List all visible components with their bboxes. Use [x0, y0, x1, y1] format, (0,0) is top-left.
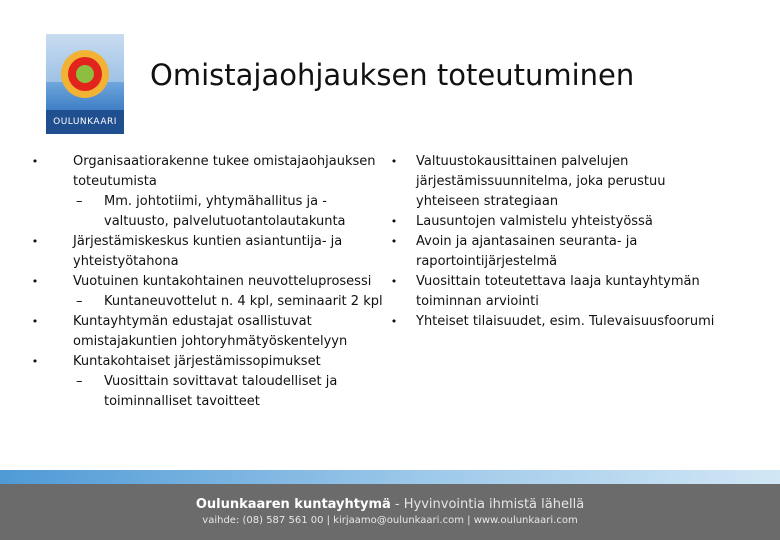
bullet-icon: •: [390, 275, 398, 288]
footer-title: [0, 497, 780, 512]
footer-stripe: [0, 470, 780, 484]
list-item-text: Avoin ja ajantasainen seuranta- ja raportointijärjestelmä: [416, 234, 638, 269]
dash-icon: –: [76, 374, 83, 389]
right-column: [387, 152, 732, 332]
bullet-icon: •: [390, 315, 398, 328]
footer-contact: vaihde: (08) 587 561 00 | kirjaamo@oulunkaari.com | www.oulunkaari.com: [202, 515, 578, 526]
bullet-icon: •: [390, 215, 398, 228]
bullet-icon: •: [31, 275, 39, 288]
footer-slogan: - Hyvinvointia ihmistä lähellä: [390, 497, 585, 512]
list-item-text: Yhteiset tilaisuudet, esim. Tulevaisuusfoorumi: [416, 314, 715, 329]
list-item: [387, 232, 732, 272]
list-item: [387, 312, 732, 332]
bullet-icon: •: [31, 155, 39, 168]
bullet-icon: •: [31, 315, 39, 328]
bullet-icon: •: [31, 355, 39, 368]
list-item-text: Vuotuinen kuntakohtainen neuvotteluprosessi: [73, 274, 372, 289]
list-item-text: Valtuustokausittainen palvelujen järjestämissuunnitelma, joka perustuu yhteiseen strategiaan: [416, 154, 666, 209]
list-item: [387, 212, 732, 232]
list-item-text: Organisaatiorakenne tukee omistajaohjauksen toteutumista: [73, 154, 376, 189]
list-item-text: Vuosittain toteutettava laaja kuntayhtymän toiminnan arviointi: [416, 274, 700, 309]
sub-item: [28, 192, 388, 232]
footer: [0, 484, 780, 540]
list-item: [28, 312, 388, 352]
logo-label: OULUNKAARI: [46, 110, 124, 134]
left-column: [28, 152, 388, 412]
list-item: [28, 152, 388, 192]
list-item: [387, 152, 732, 212]
list-item: [387, 272, 732, 312]
dash-icon: –: [76, 294, 83, 309]
list-item: [28, 272, 388, 292]
bullet-icon: •: [390, 155, 398, 168]
sub-item-text: Vuosittain sovittavat taloudelliset ja toiminnalliset tavoitteet: [104, 374, 338, 409]
sub-item: [28, 292, 388, 312]
sub-item: [28, 372, 388, 412]
list-item-text: Kuntakohtaiset järjestämissopimukset: [73, 354, 321, 369]
footer-org: Oulunkaaren kuntayhtymä: [195, 497, 391, 512]
list-item-text: Kuntayhtymän edustajat osallistuvat omistajakuntien johtoryhmätyöskentelyyn: [73, 314, 348, 349]
sun-icon: [59, 48, 111, 100]
list-item: [28, 232, 388, 272]
list-item-text: Järjestämiskeskus kuntien asiantuntija- ja yhteistyötahona: [73, 234, 343, 269]
page-title: Omistajaohjauksen toteutuminen: [150, 58, 635, 92]
list-item: [28, 352, 388, 372]
bullet-icon: •: [390, 235, 398, 248]
bullet-icon: •: [31, 235, 39, 248]
sub-item-text: Kuntaneuvottelut n. 4 kpl, seminaarit 2 kpl: [104, 294, 383, 309]
oulunkaari-logo: [46, 34, 124, 134]
sub-item-text: Mm. johtotiimi, yhtymähallitus ja -valtuusto, palvelutuotantolautakunta: [104, 194, 346, 229]
list-item-text: Lausuntojen valmistelu yhteistyössä: [416, 214, 653, 229]
dash-icon: –: [76, 194, 83, 209]
